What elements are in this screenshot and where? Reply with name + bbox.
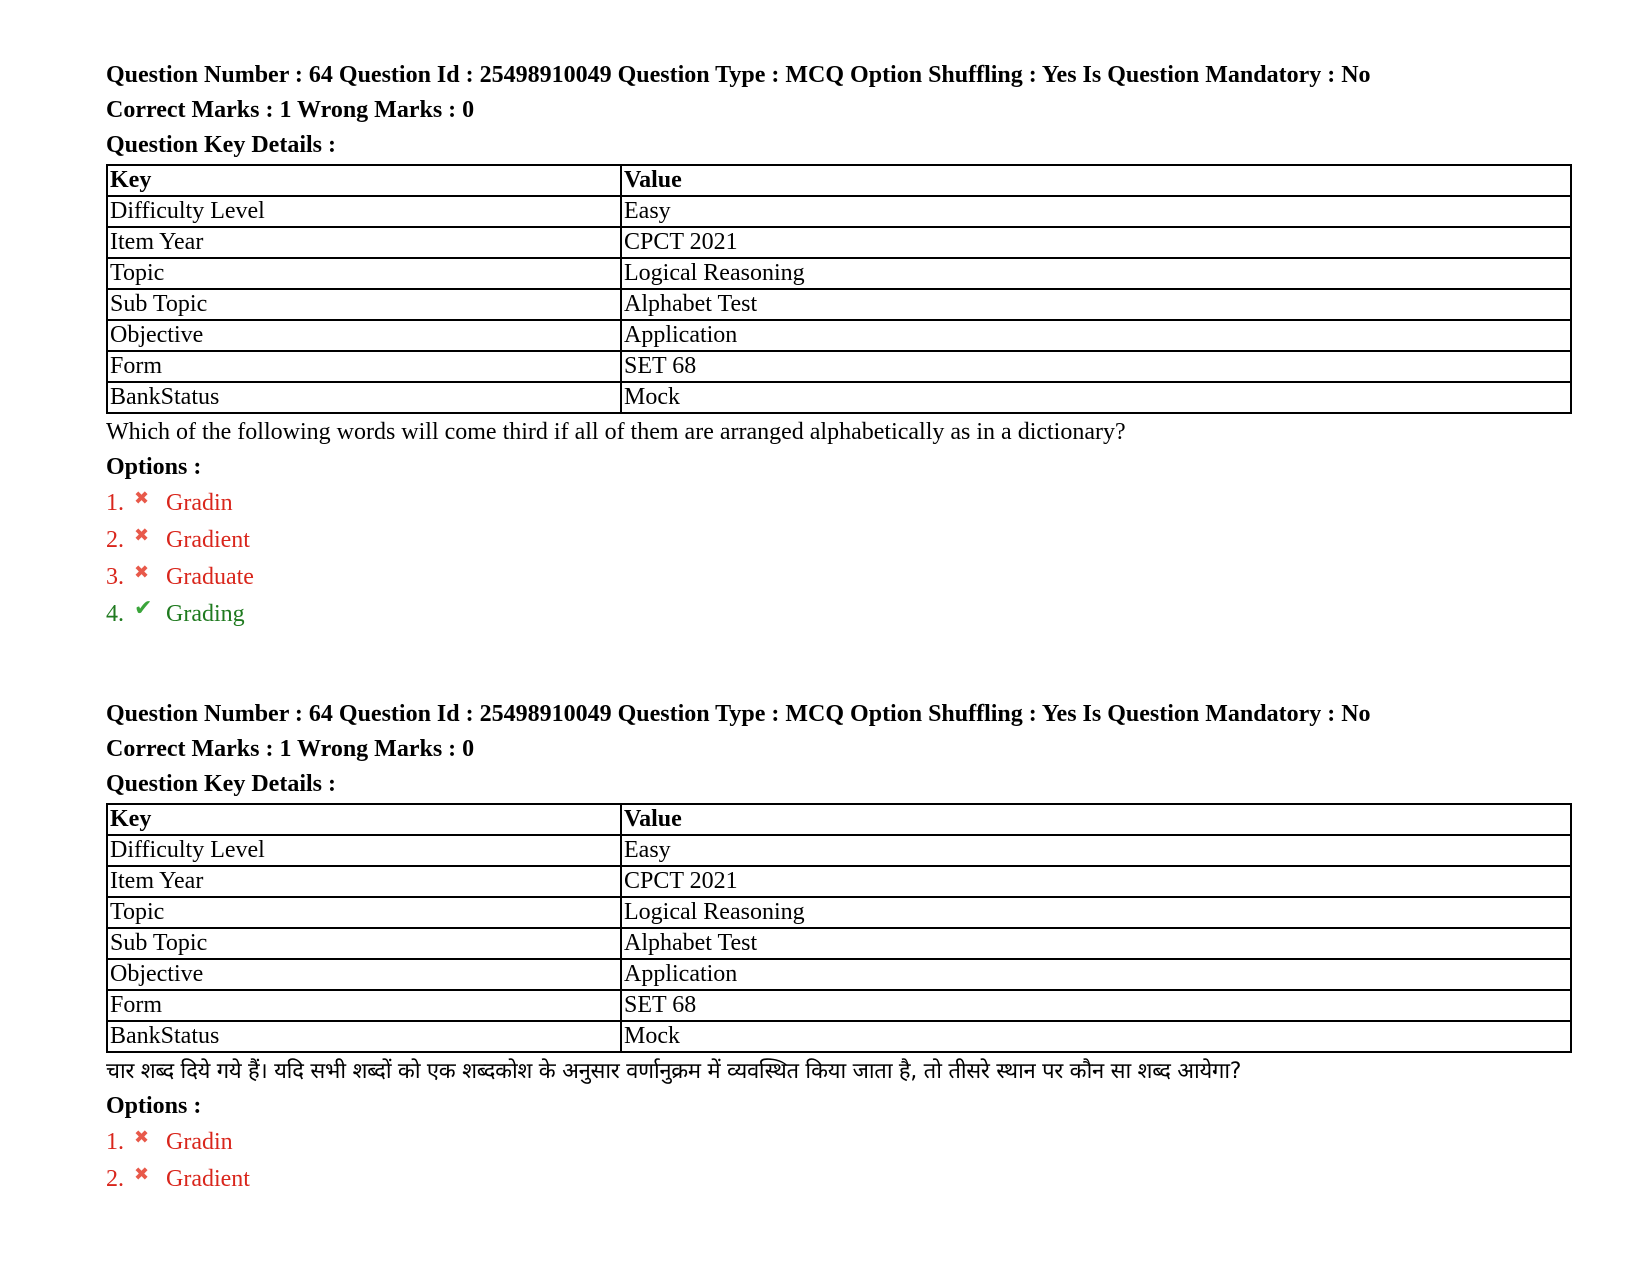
key-details-table (106, 164, 1572, 414)
option-text: Gradient (166, 527, 250, 553)
question-block (106, 58, 1572, 633)
option-number: 4. (106, 601, 124, 627)
table-row (107, 959, 1571, 990)
table-cell-value: Logical Reasoning (621, 897, 1571, 928)
options-label: Options : (106, 1093, 202, 1119)
table-cell-key: Difficulty Level (107, 835, 621, 866)
table-header-row (107, 165, 1571, 196)
option-item (106, 485, 1572, 522)
table-row (107, 866, 1571, 897)
option-number: 2. (106, 1166, 124, 1192)
table-row (107, 196, 1571, 227)
option-number: 2. (106, 527, 124, 553)
option-item (106, 1161, 1572, 1198)
option-text: Graduate (166, 564, 254, 590)
cross-icon: ✖ (134, 488, 150, 509)
table-cell-key: Difficulty Level (107, 196, 621, 227)
cross-icon: ✖ (134, 525, 150, 546)
table-cell-value: Easy (621, 835, 1571, 866)
key-details-label: Question Key Details : (106, 132, 336, 158)
question-marks-line: Correct Marks : 1 Wrong Marks : 0 (106, 97, 475, 123)
table-cell-value: SET 68 (621, 351, 1571, 382)
table-cell-key: Objective (107, 320, 621, 351)
table-cell-value: CPCT 2021 (621, 227, 1571, 258)
table-row (107, 990, 1571, 1021)
table-cell-key: Sub Topic (107, 289, 621, 320)
option-text: Grading (166, 601, 245, 627)
option-number: 1. (106, 490, 124, 516)
table-row (107, 928, 1571, 959)
table-row (107, 382, 1571, 413)
option-item-correct (106, 596, 1572, 633)
cross-icon: ✖ (134, 562, 150, 583)
question-text: Which of the following words will come third if all of them are arranged alphabetically as in a dictionary? (106, 419, 1126, 445)
table-cell-value: Alphabet Test (621, 928, 1571, 959)
key-details-table (106, 803, 1572, 1053)
table-cell-value: Application (621, 959, 1571, 990)
table-row (107, 258, 1571, 289)
question-marks-line: Correct Marks : 1 Wrong Marks : 0 (106, 736, 475, 762)
table-row (107, 1021, 1571, 1052)
table-cell-key: Topic (107, 897, 621, 928)
table-cell-value: Logical Reasoning (621, 258, 1571, 289)
table-cell-key: Form (107, 990, 621, 1021)
cross-icon: ✖ (134, 1127, 150, 1148)
table-header-value: Value (621, 804, 1571, 835)
table-header-row (107, 804, 1571, 835)
table-row (107, 320, 1571, 351)
check-icon: ✔ (134, 596, 153, 621)
question-header-line1: Question Number : 64 Question Id : 25498910049 Question Type : MCQ Option Shuffling : Yes Is Question Mandatory : No (106, 62, 1371, 88)
table-cell-value: SET 68 (621, 990, 1571, 1021)
option-number: 1. (106, 1129, 124, 1155)
table-cell-value: Mock (621, 1021, 1571, 1052)
option-text: Gradient (166, 1166, 250, 1192)
question-text: चार शब्द दिये गये हैं। यदि सभी शब्दों को एक शब्दकोश के अनुसार वर्णानुक्रम में व्यवस्थित किया जाता है, तो तीसरे स्थान पर कौन सा शब्द आयेगा? (106, 1059, 1242, 1084)
question-header-line1: Question Number : 64 Question Id : 25498910049 Question Type : MCQ Option Shuffling : Yes Is Question Mandatory : No (106, 701, 1371, 727)
table-row (107, 835, 1571, 866)
table-header-key: Key (107, 165, 621, 196)
table-cell-key: BankStatus (107, 382, 621, 413)
table-row (107, 289, 1571, 320)
cross-icon: ✖ (134, 1164, 150, 1185)
key-details-label: Question Key Details : (106, 771, 336, 797)
table-header-value: Value (621, 165, 1571, 196)
option-item (106, 559, 1572, 596)
table-row (107, 897, 1571, 928)
table-row (107, 227, 1571, 258)
table-cell-key: Item Year (107, 227, 621, 258)
table-cell-key: Item Year (107, 866, 621, 897)
table-cell-value: Mock (621, 382, 1571, 413)
options-label: Options : (106, 454, 202, 480)
table-cell-key: Objective (107, 959, 621, 990)
option-item (106, 522, 1572, 559)
question-block (106, 697, 1572, 1198)
table-cell-value: Easy (621, 196, 1571, 227)
table-cell-key: BankStatus (107, 1021, 621, 1052)
option-text: Gradin (166, 1129, 233, 1155)
table-cell-key: Form (107, 351, 621, 382)
option-text: Gradin (166, 490, 233, 516)
table-cell-value: CPCT 2021 (621, 866, 1571, 897)
table-cell-value: Alphabet Test (621, 289, 1571, 320)
option-number: 3. (106, 564, 124, 590)
table-row (107, 351, 1571, 382)
option-item (106, 1124, 1572, 1161)
table-cell-value: Application (621, 320, 1571, 351)
table-cell-key: Sub Topic (107, 928, 621, 959)
table-cell-key: Topic (107, 258, 621, 289)
table-header-key: Key (107, 804, 621, 835)
